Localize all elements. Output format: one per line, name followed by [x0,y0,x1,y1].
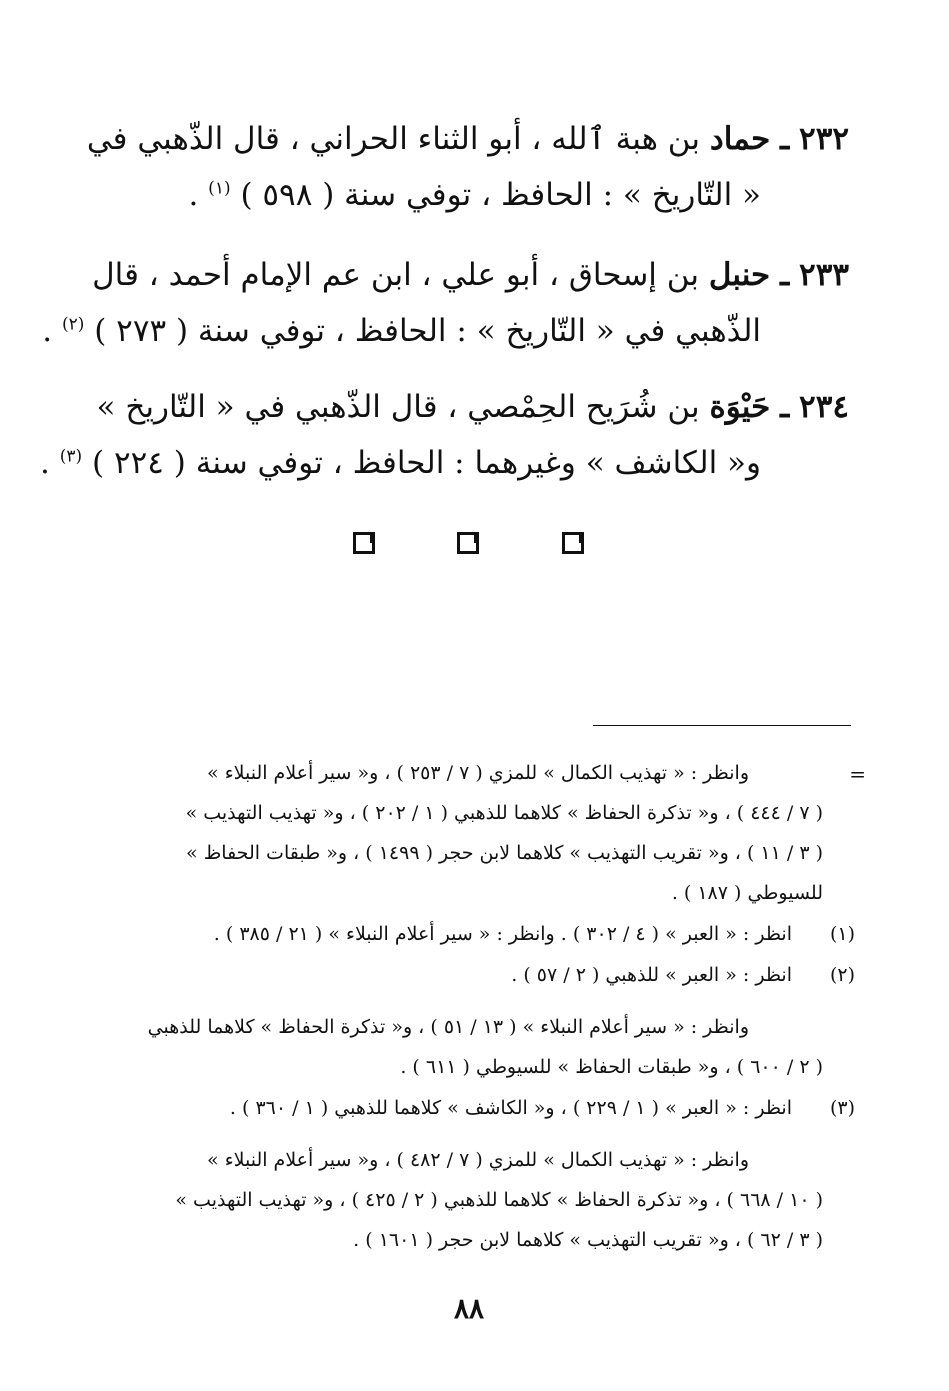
entry-dash: ـ [780,121,790,157]
entry-name: حَيْوَة [709,389,771,425]
entry-232-line-2 [188,177,761,213]
section-separator [350,532,590,562]
page-number: ٨٨ [454,1292,485,1325]
footnote-marker: (٣) [829,1097,855,1119]
entry-text: « التّاريخ » : الحافظ ، توفي سنة ( ٥٩٨ ) [240,177,761,213]
entry-233-line-1 [92,257,849,293]
entry-234-line-2 [40,445,761,481]
entry-number: ٢٣٣ [799,257,849,293]
footnote-rule [593,725,851,726]
footnote-line: ( ٣ / ١١ ) ، و« تقريب التهذيب » كلاهما لابن حجر ( ١٤٩٩ ) ، و« طبقات الحفاظ » [186,842,823,864]
entry-text: بن إسحاق ، أبو علي ، ابن عم الإمام أحمد ، قال [92,257,700,293]
footnote-ref: (١) [208,178,231,199]
entry-232-line-1 [86,121,849,157]
entry-end: . [40,445,50,481]
entry-text: بن شُرَيح الحِمْصي ، قال الذّهبي في « التّاريخ » [96,389,700,425]
footnote-line: ( ٣ / ٦٢ ) ، و« تقريب التهذيب » كلاهما لابن حجر ( ١٦٠١ ) . [353,1229,823,1251]
footnote-line: ( ١٠ / ٦٦٨ ) ، و« تذكرة الحفاظ » كلاهما للذهبي ( ٢ / ٤٢٥ ) ، و« تهذيب التهذيب » [175,1189,823,1211]
ornament-box-icon [353,532,375,554]
entry-text: بن هبة ٱلله ، أبو الثناء الحراني ، قال الذّهبي في [86,121,701,157]
entry-end: . [42,313,53,349]
footnote-line: وانظر : « سير أعلام النبلاء » ( ١٣ / ٥١ ) ، و« تذكرة الحفاظ » كلاهما للذهبي [147,1016,749,1038]
footnote-line: للسيوطي ( ١٨٧ ) . [671,882,823,904]
footnote-marker: (١) [829,923,855,945]
footnote-line: انظر : « العبر » ( ١ / ٢٢٩ ) ، و« الكاشف » كلاهما للذهبي ( ١ / ٣٦٠ ) . [229,1097,792,1119]
footnote-line: وانظر : « تهذيب الكمال » للمزي ( ٧ / ٤٨٢ ) ، و« سير أعلام النبلاء » [207,1149,749,1171]
ornament-box-icon [562,532,584,554]
entry-number: ٢٣٢ [799,121,849,157]
entry-end: . [188,177,199,213]
entry-dash: ـ [780,389,790,425]
entry-text: الذّهبي في « التّاريخ » : الحافظ ، توفي سنة ( ٢٧٣ ) [94,313,761,349]
footnote-line: انظر : « العبر » للذهبي ( ٢ / ٥٧ ) . [511,964,792,986]
footnote-line: وانظر : « تهذيب الكمال » للمزي ( ٧ / ٢٥٣ ) ، و« سير أعلام النبلاء » [207,762,749,784]
entry-number: ٢٣٤ [799,389,849,425]
entry-233-line-2 [42,313,761,349]
footnote-marker: (٢) [829,964,855,986]
footnote-ref: (٣) [59,446,83,467]
entry-text: و« الكاشف » وغيرهما : الحافظ ، توفي سنة ( ٢٢٤ ) [92,445,761,481]
footnote-line: ( ٧ / ٤٤٤ ) ، و« تذكرة الحفاظ » كلاهما للذهبي ( ١ / ٢٠٢ ) ، و« تهذيب التهذيب » [185,802,823,824]
entry-234-line-1 [96,389,849,425]
footnote-line: ( ٢ / ٦٠٠ ) ، و« طبقات الحفاظ » للسيوطي ( ٦١١ ) . [400,1056,823,1078]
entry-name: حنبل [708,257,771,293]
entry-name: حماد [709,121,771,157]
continuation-marker: = [849,762,866,786]
footnote-line: انظر : « العبر » ( ٤ / ٣٠٢ ) . وانظر : « سير أعلام النبلاء » ( ٢١ / ٣٨٥ ) . [213,923,792,945]
footnote-ref: (٢) [61,314,85,335]
ornament-box-icon [457,532,479,554]
entry-dash: ـ [780,257,790,293]
